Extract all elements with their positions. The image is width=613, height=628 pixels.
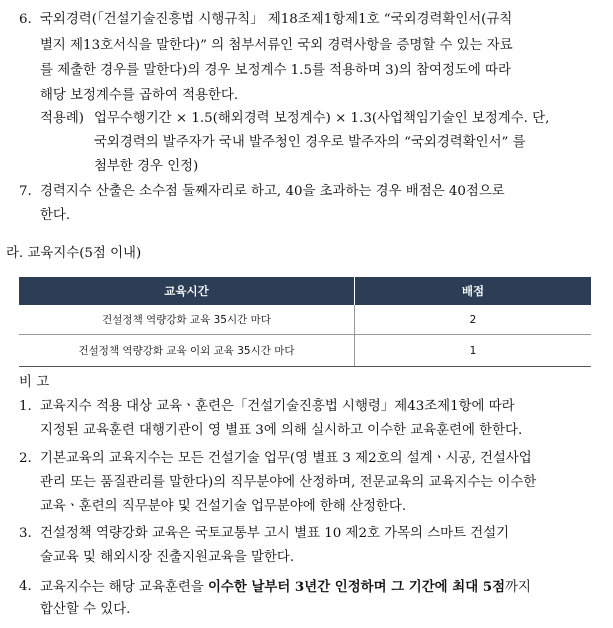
remark-2-line-2: 관리 또는 품질관리를 말한다)의 직무분야에 산정하며, 전문교육의 교육지수는 이수한: [40, 475, 537, 490]
table-cell-hours: 건설정책 역량강화 교육 35시간 마다: [19, 305, 355, 335]
item-7-line-1: 경력지수 산출은 소수점 둘째자리로 하고, 40을 초과하는 경우 배점은 40점으로: [40, 184, 505, 199]
example-line-1: 업무수행기간 × 1.5(해외경력 보정계수) × 1.3(사업책임기술인 보정계수. 단,: [94, 111, 550, 126]
table-header-row: [19, 277, 591, 305]
remark-4-text-pre: 교육지수는 해당 교육훈련을: [40, 580, 208, 595]
remark-1-line-1: 교육지수 적용 대상 교육ㆍ훈련은「건설기술진흥법 시행령」제43조제1항에 따라: [40, 399, 515, 414]
item-6-line-2: 별지 제13호서식을 말한다)” 의 첨부서류인 국외 경력사항을 증명할 수 있는 자료: [40, 38, 513, 53]
item-6-line-1: 국외경력(「건설기술진흥법 시행규칙」 제18조제1항제1호 “국외경력확인서(규칙: [40, 12, 513, 27]
item-7-number: 7.: [19, 184, 32, 199]
item-6-line-4: 해당 보정계수를 곱하여 적용한다.: [40, 88, 239, 103]
item-7-line-2: 한다.: [40, 208, 71, 223]
remark-3-line-2: 술교육 및 해외시장 진출지원교육을 말한다.: [40, 550, 295, 565]
table-cell-hours: 건설정책 역량강화 교육 이외 교육 35시간 마다: [19, 335, 355, 367]
remark-4-line-2: 합산할 수 있다.: [40, 602, 131, 617]
remark-4-line-1: [40, 578, 531, 597]
remark-1-line-2: 지정된 교육훈련 대행기관이 영 별표 3에 의해 실시하고 이수한 교육훈련에 한한다.: [40, 423, 523, 438]
header-education-hours: 교육시간: [19, 277, 355, 305]
example-line-3: 첨부한 경우 인정): [94, 159, 199, 174]
item-6-line-3: 를 제출한 경우를 말한다)의 경우 보정계수 1.5를 적용하며 3)의 참여정도에 따라: [40, 63, 511, 78]
remarks-title: 비 고: [19, 375, 50, 390]
remark-2-line-1: 기본교육의 교육지수는 모든 건설기술 업무(영 별표 3 제2호의 설계ㆍ시공, 건설사업: [40, 451, 532, 466]
table-cell-score: 2: [355, 305, 592, 335]
remark-2-number: 2.: [19, 451, 32, 466]
section-title: 라. 교육지수(5점 이내): [6, 246, 142, 261]
item-6-number: 6.: [19, 12, 32, 27]
remark-4-text-post: 까지: [505, 580, 531, 595]
table-row: [19, 335, 591, 367]
example-line-2: 국외경력의 발주자가 국내 발주청인 경우로 발주자의 “국외경력확인서” 를: [94, 135, 526, 150]
table-cell-score: 1: [355, 335, 592, 367]
remark-4-number: 4.: [19, 579, 32, 594]
remark-2-line-3: 교육ㆍ훈련의 직무분야 및 건설기술 업무분야에 한해 산정한다.: [40, 499, 407, 514]
remark-4-text-bold: 이수한 날부터 3년간 인정하며 그 기간에 최대 5점: [208, 579, 506, 595]
header-score: 배점: [355, 277, 592, 305]
remark-3-number: 3.: [19, 526, 32, 541]
remark-1-number: 1.: [19, 399, 32, 414]
education-index-table: [19, 277, 591, 367]
example-label: 적용례): [40, 111, 85, 126]
remark-3-line-1: 건설정책 역량강화 교육은 국토교통부 고시 별표 10 제2호 가목의 스마트 건설기: [40, 526, 510, 541]
table-row: [19, 305, 591, 335]
